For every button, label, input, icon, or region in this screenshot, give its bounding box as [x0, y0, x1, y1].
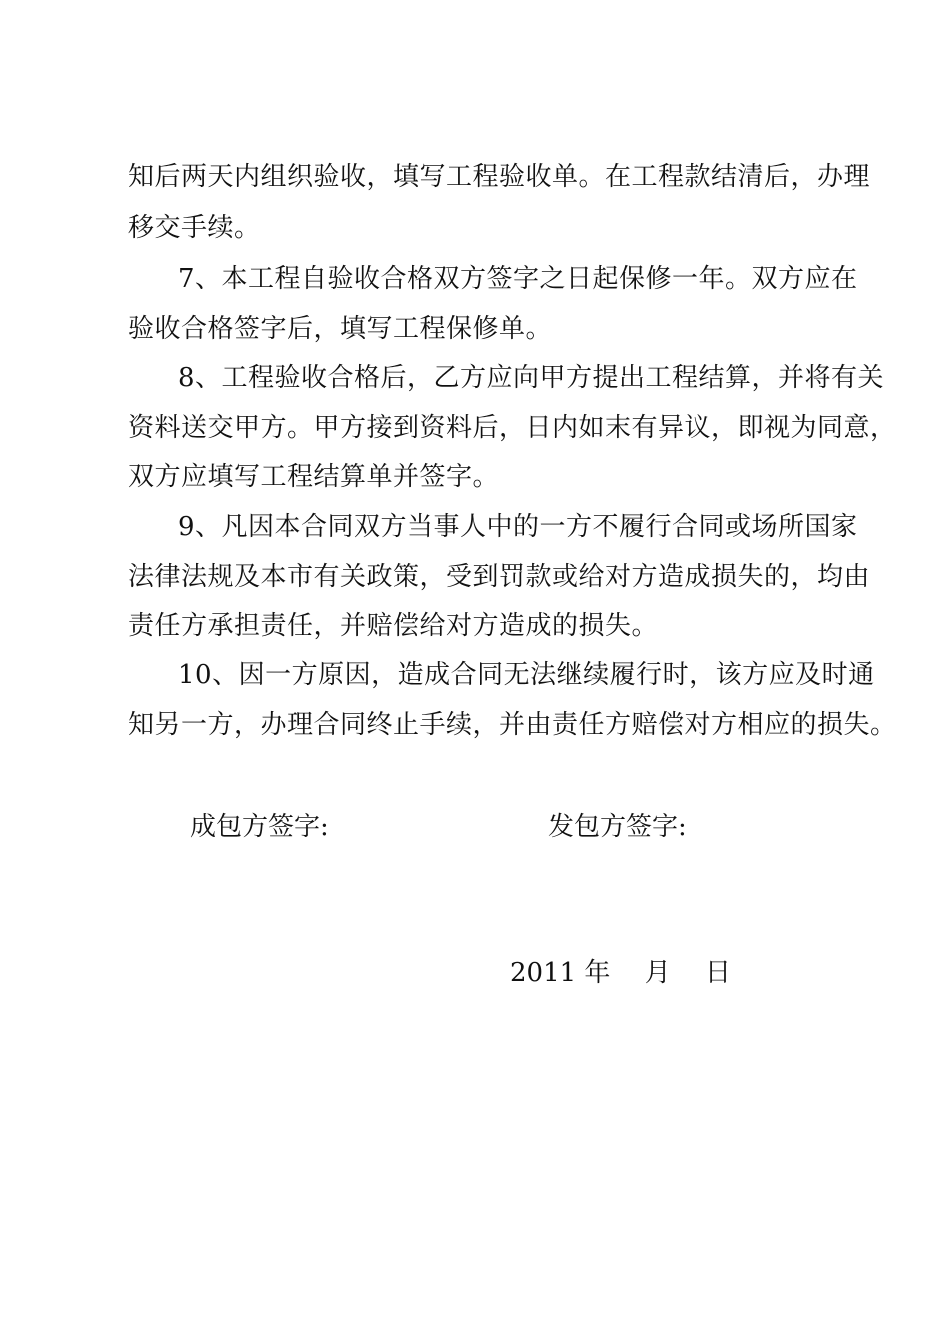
clause-7-line: 7、本工程自验收合格双方签字之日起保修一年。双方应在	[178, 264, 858, 294]
clause-7-line: 验收合格签字后，填写工程保修单。	[128, 314, 553, 344]
signing-date: 2011 年 月 日	[510, 958, 731, 988]
clause-9-line: 法律法规及本市有关政策，受到罚款或给对方造成损失的，均由	[128, 562, 871, 592]
clause-8-line: 8、工程验收合格后，乙方应向甲方提出工程结算，并将有关	[178, 363, 885, 393]
clause-9-line: 9、凡因本合同双方当事人中的一方不履行合同或场所国家	[178, 512, 858, 542]
clause-10-line: 知另一方，办理合同终止手续，并由责任方赔偿对方相应的损失。	[128, 710, 897, 740]
clause-8-line: 双方应填写工程结算单并签字。	[128, 462, 500, 492]
clause-9-line: 责任方承担责任，并赔偿给对方造成的损失。	[128, 611, 659, 641]
clause-10-line: 10、因一方原因，造成合同无法继续履行时，该方应及时通	[178, 660, 875, 690]
contractor-signature-label: 成包方签字:	[190, 812, 329, 842]
paragraph-line: 移交手续。	[128, 213, 261, 243]
clause-8-line: 资料送交甲方。甲方接到资料后，日内如末有异议，即视为同意，	[128, 413, 897, 443]
paragraph-line: 知后两天内组织验收，填写工程验收单。在工程款结清后，办理	[128, 162, 871, 192]
client-signature-label: 发包方签字:	[548, 812, 687, 842]
